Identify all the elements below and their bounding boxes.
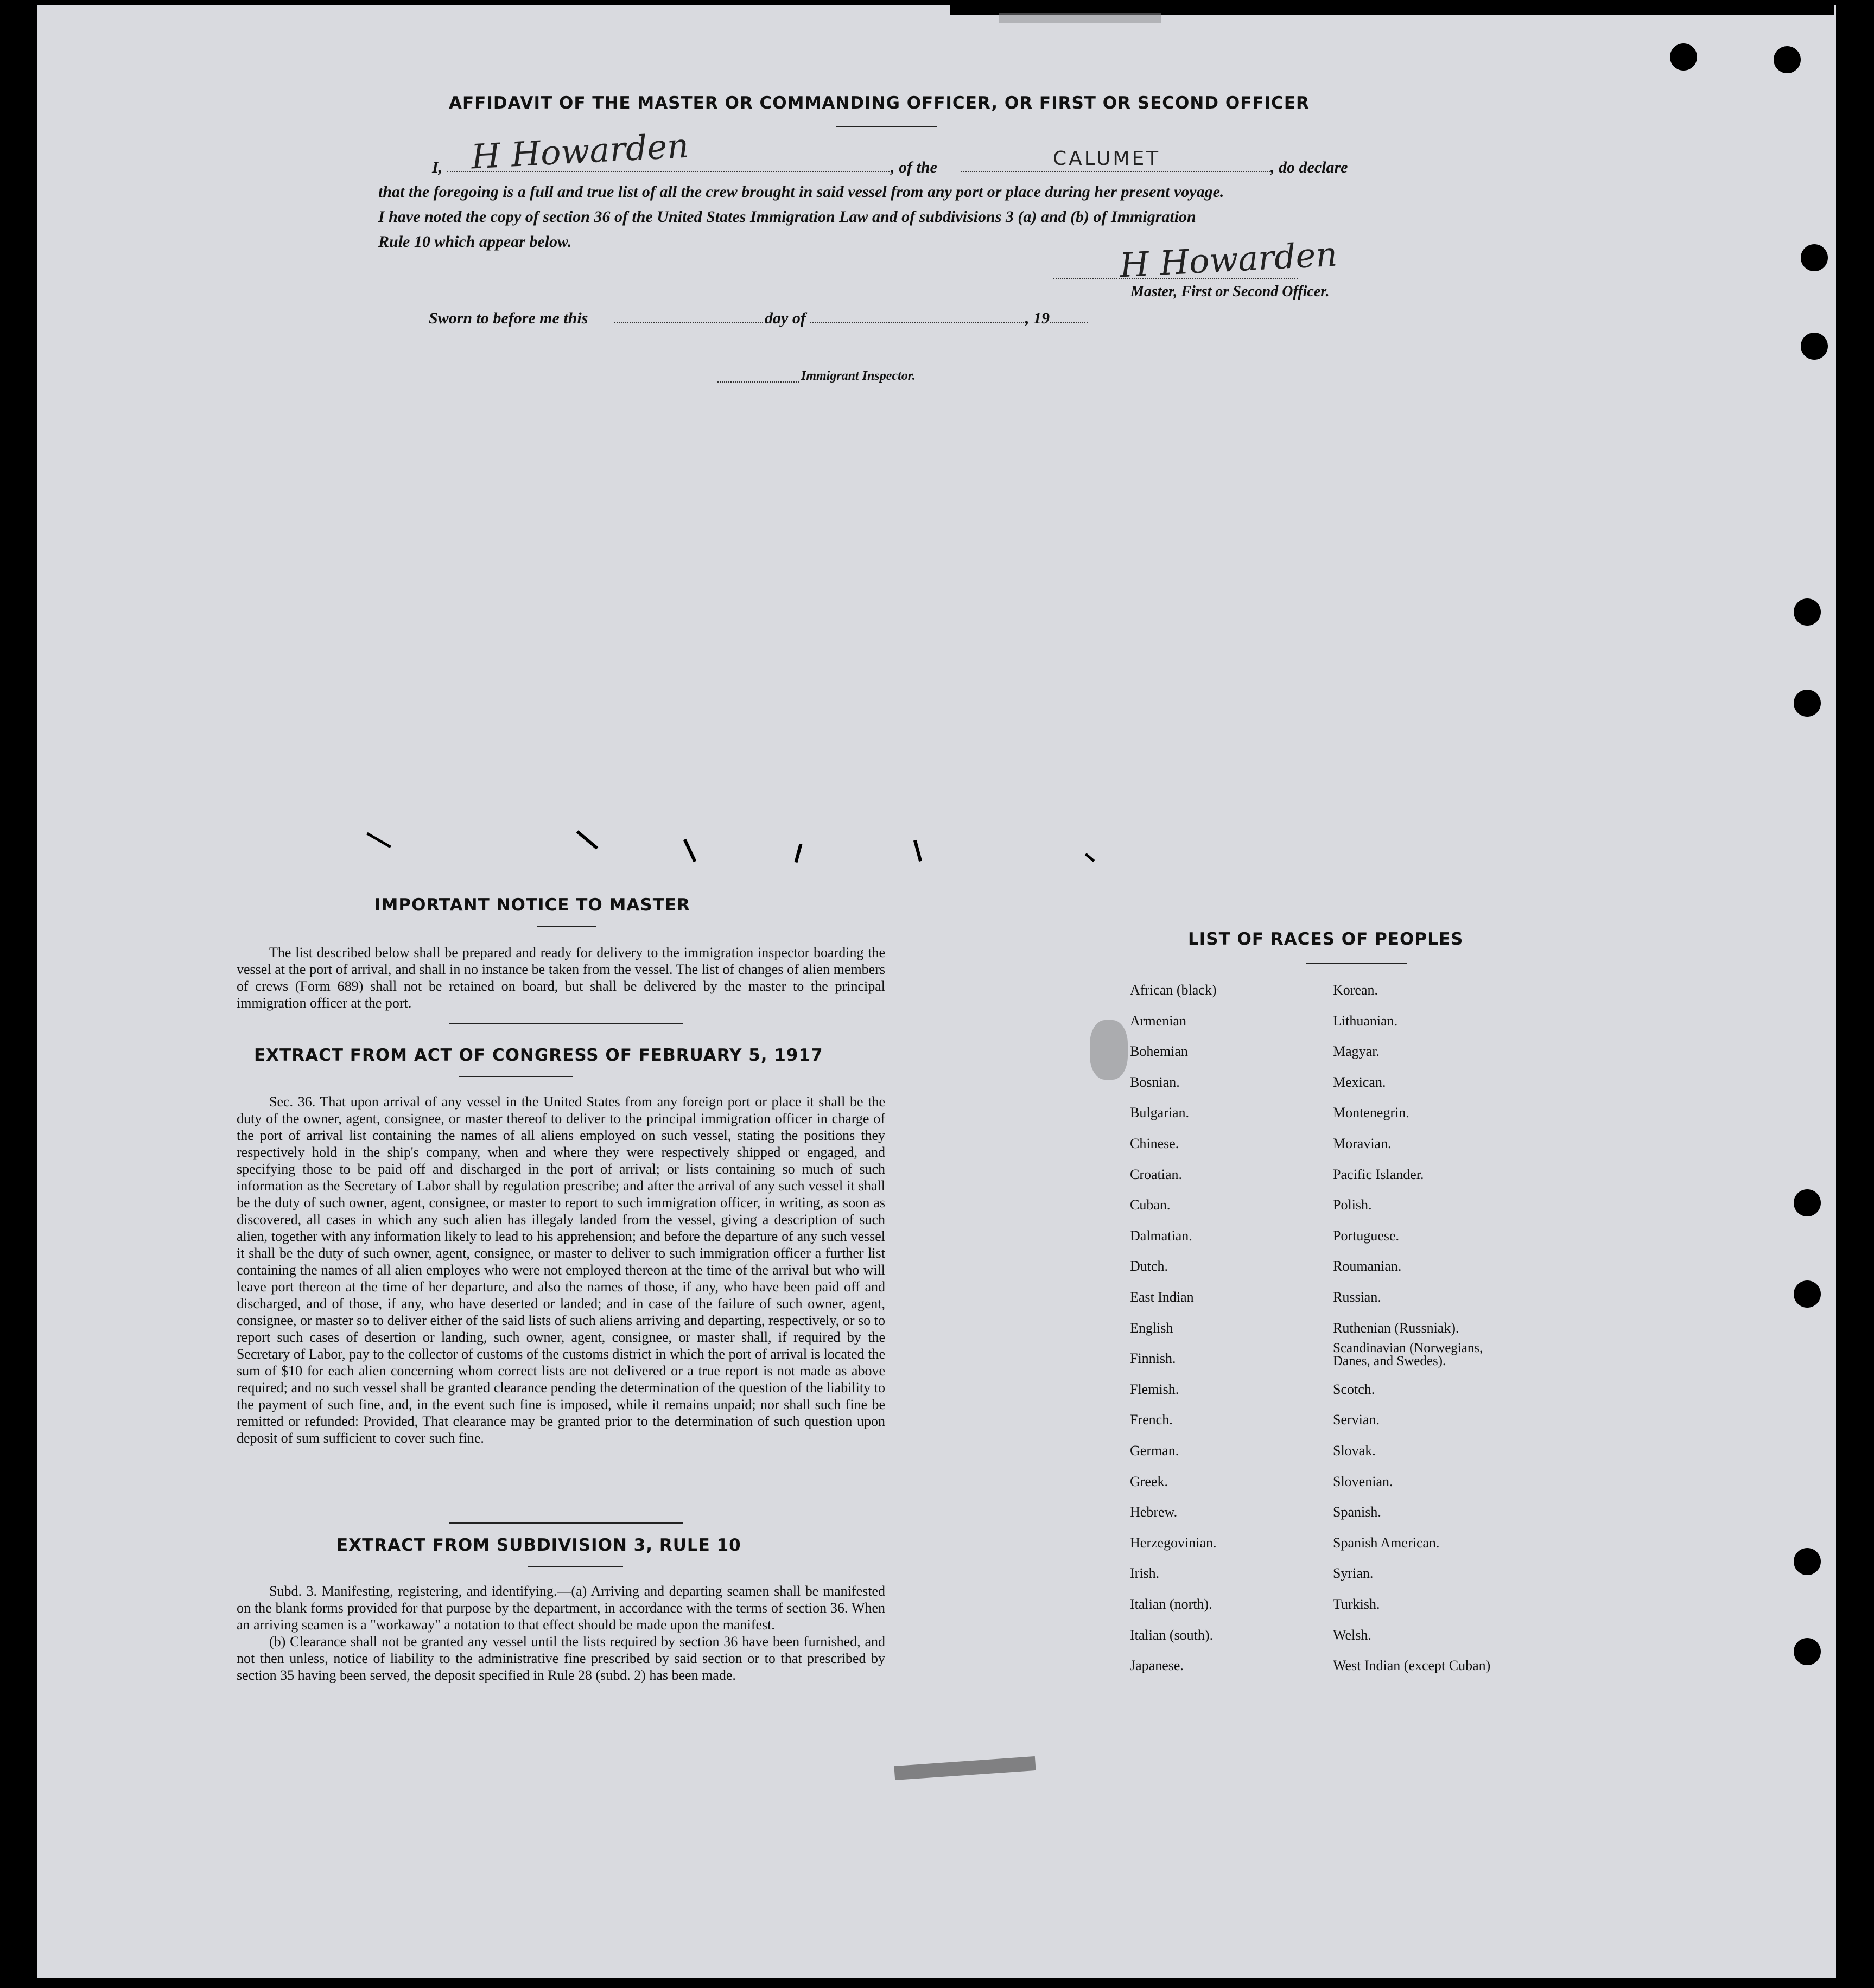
- punch-hole: [1794, 598, 1821, 626]
- rule-extract-title: EXTRACT FROM SUBDIVISION 3, RULE 10: [336, 1535, 741, 1555]
- race-item: Japanese.: [1130, 1658, 1184, 1674]
- race-item: Dalmatian.: [1130, 1227, 1192, 1244]
- race-item: Turkish.: [1333, 1596, 1380, 1612]
- race-item: Bohemian: [1130, 1043, 1188, 1060]
- race-item: Hebrew.: [1130, 1504, 1178, 1520]
- affidavit-of-the-label: , of the: [891, 158, 937, 176]
- inspector-signature-line: [717, 381, 799, 383]
- race-item: Magyar.: [1333, 1043, 1380, 1060]
- signature-caption: Master, First or Second Officer.: [1130, 283, 1330, 300]
- punch-hole: [1801, 244, 1828, 271]
- race-item: Servian.: [1333, 1412, 1380, 1428]
- film-speck: [1085, 853, 1095, 862]
- race-item: Greek.: [1130, 1473, 1168, 1489]
- race-item: West Indian (except Cuban): [1333, 1658, 1491, 1674]
- race-item: Ruthenian (Russniak).: [1333, 1320, 1459, 1336]
- vessel-name-line: [961, 171, 1273, 172]
- sworn-day-line: [614, 322, 763, 323]
- rule-extract-title-rule: [528, 1566, 623, 1567]
- rule-10-text: [237, 1583, 885, 1684]
- film-speck: [683, 839, 696, 862]
- sworn-month-line: [810, 322, 1026, 323]
- race-item: Mexican.: [1333, 1074, 1386, 1090]
- film-speck: [913, 840, 922, 862]
- race-item: Moravian.: [1333, 1136, 1392, 1151]
- race-item: Scandinavian (Norwegians, Danes, and Swedes).: [1333, 1341, 1483, 1369]
- race-item: Montenegrin.: [1333, 1105, 1409, 1121]
- rule-10-para-a: Subd. 3. Manifesting, registering, and identifying.—(a) Arriving and departing seamen shall be manifested on the blank forms provided for that purpose by the department, in accordance with the terms of section 36. When an arriving seamen is a "workaway" a notation to that effect should be made upon the manifest.: [237, 1583, 885, 1633]
- race-item: Cuban.: [1130, 1197, 1171, 1213]
- act-extract-title-rule: [459, 1076, 573, 1077]
- film-speck: [576, 830, 599, 849]
- race-item: Korean.: [1333, 982, 1378, 998]
- sworn-year-line: [1050, 322, 1088, 323]
- race-item: Armenian: [1130, 1012, 1186, 1029]
- race-item: Pacific Islander.: [1333, 1166, 1424, 1182]
- race-item: Russian.: [1333, 1289, 1381, 1305]
- race-item: French.: [1130, 1412, 1173, 1428]
- punch-hole: [1794, 1638, 1821, 1665]
- signer-name-handwritten: H Howarden: [470, 125, 690, 177]
- film-edge-wear: [999, 13, 1161, 23]
- affidavit-do-declare-label: , do declare: [1270, 158, 1348, 176]
- races-title: LIST OF RACES OF PEOPLES: [1188, 929, 1464, 949]
- race-item: Irish.: [1130, 1565, 1160, 1582]
- race-item: Slovak.: [1333, 1443, 1376, 1458]
- punch-hole: [1774, 46, 1801, 73]
- race-item: African (black): [1130, 982, 1217, 998]
- race-item: Bulgarian.: [1130, 1105, 1190, 1121]
- notice-divider: [449, 1023, 683, 1024]
- ink-smudge: [894, 1756, 1036, 1780]
- race-item: Roumanian.: [1333, 1258, 1402, 1275]
- affidavit-line-3: I have noted the copy of section 36 of the United States Immigration Law and of subdivisions 3 (a) and (b) of Immigration: [378, 208, 1196, 226]
- affidavit-i-label: I,: [432, 158, 443, 176]
- punch-hole: [1794, 690, 1821, 717]
- punch-hole: [1794, 1548, 1821, 1575]
- sworn-label: Sworn to before me this: [429, 309, 588, 327]
- rule-10-para-b: (b) Clearance shall not be granted any vessel until the lists required by section 36 have been furnished, and not then unless, notice of liability to the administrative fine prescribed by said section or to that prescribed by section 35 having been served, the deposit specified in Rule 28 (subd. 2) has been made.: [237, 1634, 885, 1683]
- affidavit-title: AFFIDAVIT OF THE MASTER OR COMMANDING OFFICER, OR FIRST OR SECOND OFFICER: [449, 93, 1310, 113]
- film-speck: [366, 832, 391, 848]
- section-36-text: Sec. 36. That upon arrival of any vessel in the United States from any foreign port or place it shall be the duty of the owner, agent, consignee, or master thereof to deliver to the principal immigration officer in charge of the port of arrival list containing the names of all aliens employed on such vessel, stating the positions they respectively hold in the ship's company, when and where they were respectively shipped or engaged, and specifying those to be paid off and discharged in the port of arrival; or lists containing so much of such information as the Secretary of Labor shall by regulation prescribe; and after the arrival of any such vessel it shall be the duty of such owner, agent, consignee, or master to report to such immigration officer, in writing, as soon as discovered, all cases in which any such alien has illegaly landed from the vessel, giving a description of such alien, together with any information likely to lead to his apprehension; and before the departure of any such vessel it shall be the duty of such owner, agent, consignee, or master to deliver to such immigration officer a further list containing the names of all alien employes who were not employed thereon at the time of the arrival but who will leave port thereon at the time of her departure, and also the names of those, if any, who have been paid off and discharged, and of those, if any, who have deserted or landed; and in case of the failure of such owner, agent, consignee, or master so to deliver either of the said lists of such aliens arriving and departing, respectively, or so to report such cases of desertion or landing, such owner, agent, consignee, or master shall, if required by the Secretary of Labor, pay to the collector of customs of the customs district in which the port of arrival is located the sum of $10 for each alien concerning whom correct lists are not delivered or a true report is not made as above required; and no such vessel shall be granted clearance pending the determination of the question of the liability to the payment of such fine, and, in the event such fine is imposed, while it remains unpaid; nor shall such fine be remitted or refunded: Provided, That clearance may be granted prior to the determination of such question upon deposit of sum sufficient to cover such fine.: [237, 1094, 885, 1446]
- punch-hole: [1794, 1189, 1821, 1216]
- race-item: Bosnian.: [1130, 1074, 1180, 1090]
- affidavit-line-4: Rule 10 which appear below.: [378, 233, 572, 251]
- punch-hole: [1794, 1280, 1821, 1308]
- notice-text: The list described below shall be prepared and ready for delivery to the immigration inspector boarding the vessel at the port of arrival, and shall in no instance be taken from the vessel. The list of changes of alien members of crews (Form 689) shall not be retained on board, but shall be delivered by the master to the principal immigration officer at the port.: [237, 945, 885, 1011]
- affidavit-title-rule: [836, 126, 937, 127]
- affidavit-line-2: that the foregoing is a full and true list of all the crew brought in said vessel from any port or place during her present voyage.: [378, 183, 1224, 201]
- race-item: Spanish.: [1333, 1504, 1381, 1520]
- master-signature-handwritten: H Howarden: [1119, 234, 1338, 285]
- race-item: East Indian: [1130, 1289, 1194, 1305]
- race-item: Spanish American.: [1333, 1534, 1440, 1551]
- race-item: Italian (south).: [1130, 1627, 1214, 1643]
- races-title-rule: [1306, 963, 1407, 964]
- vessel-name: CALUMET: [1053, 148, 1161, 170]
- race-item: Scotch.: [1333, 1381, 1375, 1397]
- act-extract-title: EXTRACT FROM ACT OF CONGRESS OF FEBRUARY 5, 1917: [254, 1046, 823, 1065]
- notice-title: IMPORTANT NOTICE TO MASTER: [374, 895, 690, 915]
- day-of-label: day of: [765, 309, 806, 327]
- race-item: Croatian.: [1130, 1166, 1183, 1182]
- race-item: Lithuanian.: [1333, 1012, 1398, 1029]
- document-page: [37, 5, 1836, 1978]
- punch-hole: [1670, 43, 1697, 71]
- film-speck: [795, 844, 803, 863]
- race-item: Welsh.: [1333, 1627, 1371, 1643]
- notice-title-rule: [537, 926, 596, 927]
- act-extract-divider: [449, 1522, 683, 1524]
- race-item: Polish.: [1333, 1197, 1372, 1213]
- race-item: Herzegovinian.: [1130, 1534, 1217, 1551]
- ink-smudge: [1090, 1020, 1128, 1080]
- race-item: German.: [1130, 1443, 1179, 1458]
- race-item: Portuguese.: [1333, 1227, 1400, 1244]
- punch-hole: [1801, 333, 1828, 360]
- year-label: , 19: [1025, 309, 1050, 327]
- race-item: English: [1130, 1320, 1173, 1336]
- inspector-caption: Immigrant Inspector.: [801, 369, 916, 383]
- race-item: Flemish.: [1130, 1381, 1179, 1397]
- race-item: Finnish.: [1130, 1350, 1176, 1367]
- race-item: Syrian.: [1333, 1565, 1374, 1582]
- race-item: Dutch.: [1130, 1258, 1168, 1275]
- race-item: Chinese.: [1130, 1136, 1179, 1151]
- race-item: Slovenian.: [1333, 1473, 1393, 1489]
- race-item: Italian (north).: [1130, 1596, 1212, 1612]
